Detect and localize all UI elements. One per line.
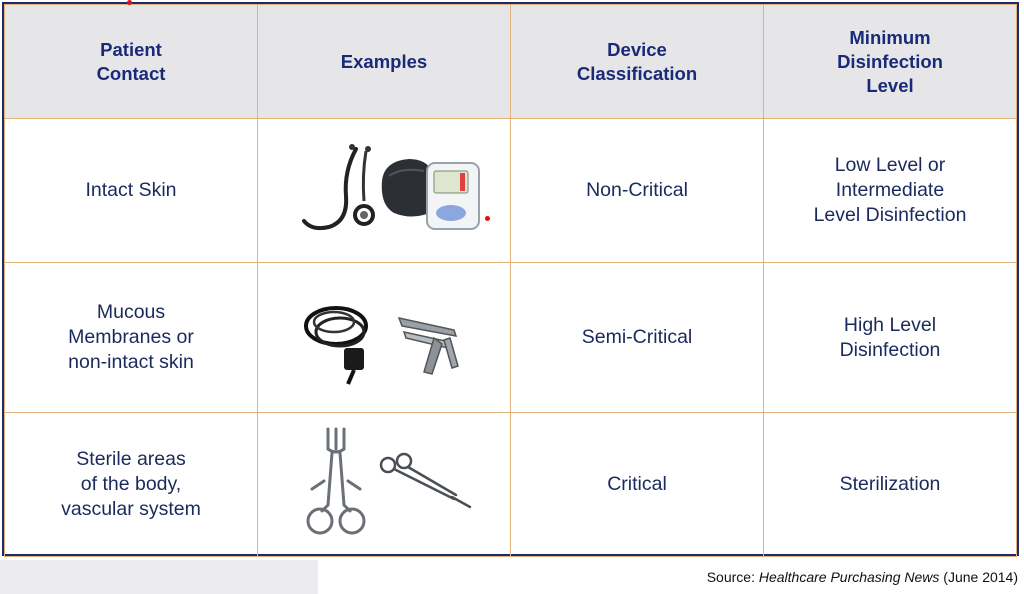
patient-contact-cell: Sterile areas of the body, vascular system — [5, 413, 258, 557]
device-classification-cell: Non-Critical — [511, 119, 764, 263]
source-date: (June 2014) — [939, 569, 1018, 585]
examples-illustration — [284, 288, 484, 388]
device-classification-cell: Semi-Critical — [511, 263, 764, 413]
surgical-forceps-icon — [381, 454, 470, 507]
source-prefix: Source: — [706, 569, 759, 585]
header-minimum-disinfection-level: Minimum Disinfection Level — [764, 5, 1017, 119]
table-row — [5, 263, 1017, 413]
header-device-classification: Device Classification — [511, 5, 764, 119]
disinfection-level-cell: Sterilization — [764, 413, 1017, 557]
examples-illustration — [284, 141, 484, 241]
source-citation — [707, 569, 1018, 585]
device-classification-cell: Critical — [511, 413, 764, 557]
disinfection-level-cell: Low Level or Intermediate Level Disinfection — [764, 119, 1017, 263]
table-row — [5, 413, 1017, 557]
header-patient-contact: Patient Contact — [5, 5, 258, 119]
red-dot-marker — [485, 216, 490, 221]
table-row — [5, 119, 1017, 263]
device-classification-table — [4, 4, 1017, 557]
header-examples: Examples — [258, 5, 511, 119]
stethoscope-icon — [304, 144, 373, 228]
examples-illustration — [284, 425, 484, 545]
blood-pressure-monitor-icon — [382, 159, 479, 229]
footer-grey-strip — [0, 560, 318, 594]
examples-cell — [258, 263, 511, 413]
endoscope-icon — [306, 308, 366, 384]
examples-cell — [258, 119, 511, 263]
classification-table-frame — [2, 2, 1019, 556]
table-header-row — [5, 5, 1017, 119]
red-dot-marker — [127, 0, 132, 5]
source-publication: Healthcare Purchasing News — [758, 569, 940, 585]
retractor-icon — [308, 429, 364, 533]
examples-cell — [258, 413, 511, 557]
disinfection-level-cell: High Level Disinfection — [764, 263, 1017, 413]
patient-contact-cell: Mucous Membranes or non-intact skin — [5, 263, 258, 413]
patient-contact-cell: Intact Skin — [5, 119, 258, 263]
speculum-icon — [399, 318, 458, 374]
